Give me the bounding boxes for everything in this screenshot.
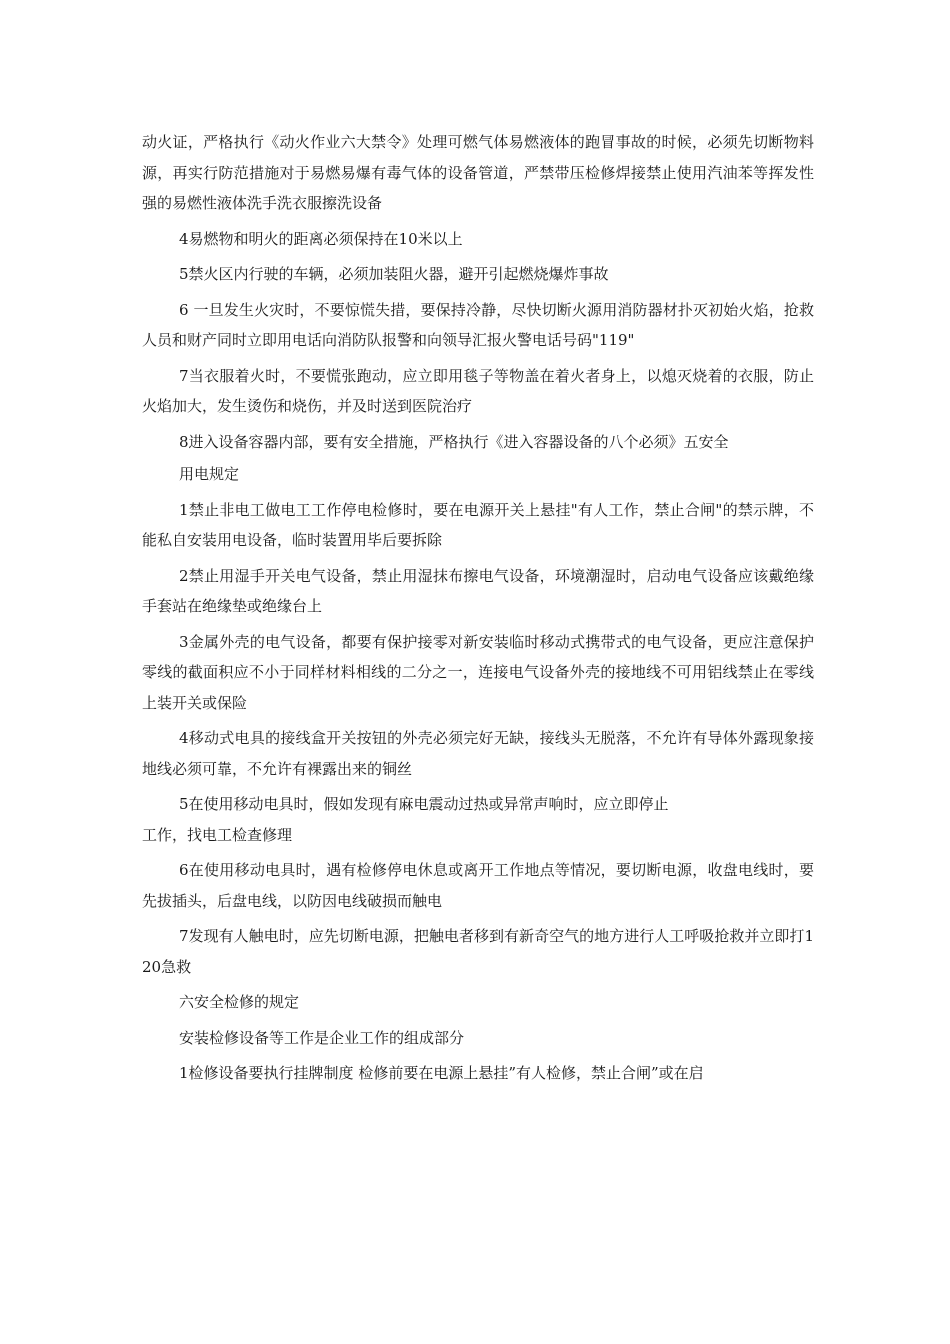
document-body (142, 127, 814, 1094)
paragraph-item-5-vehicles: 5禁火区内行驶的车辆，必须加装阻火器，避开引起燃烧爆炸事故 (179, 265, 609, 283)
paragraph-item-4-distance: 4易燃物和明火的距离必须保持在10米以上 (179, 229, 463, 248)
paragraph-electrical-4: 4移动式电具的接线盒开关按钮的外壳必须完好无缺，接线头无脱落，不允许有导体外露现象接地线必须可靠，不允许有裸露出来的铜丝 (142, 729, 814, 778)
paragraph-item-6-fire: 6 一旦发生火灾时，不要惊慌失措，要保持冷静，尽快切断火源用消防器材扑灭初始火焰，抢救人员和财产同时立即用电话向消防队报警和向领导汇报火警电话号码"119" (142, 300, 814, 349)
paragraph-electrical-7: 7发现有人触电时，应先切断电源，把触电者移到有新奇空气的地方进行人工呼吸抢救并立即打120急救 (142, 927, 814, 976)
paragraph-electrical-1: 1禁止非电工做电工工作停电检修时，要在电源开关上悬挂"有人工作，禁止合闸"的禁示牌，不能私自安装用电设备，临时装置用毕后要拆除 (142, 500, 814, 549)
paragraph-maintenance-intro: 安装检修设备等工作是企业工作的组成部分 (179, 1028, 465, 1047)
paragraph-item-8-containers: 8进入设备容器内部，要有安全措施，严格执行《进入容器设备的八个必须》五安全 (179, 432, 729, 451)
paragraph-electrical-3: 3金属外壳的电气设备，都要有保护接零对新安装临时移动式携带式的电气设备，更应注意保护零线的截面积应不小于同样材料相线的二分之一，连接电气设备外壳的接地线不可用铝线禁止在零线上装开关或保险 (142, 632, 814, 712)
paragraph-item-7-clothing: 7当衣服着火时，不要慌张跑动，应立即用毯子等物盖在着火者身上，以熄灭烧着的衣服，防止火焰加大，发生烫伤和烧伤，并及时送到医院治疗 (142, 366, 814, 415)
paragraph-electrical-5-continued: 工作，找电工检查修理 (142, 825, 293, 844)
paragraph-hot-work-permit: 动火证，严格执行《动火作业六大禁令》处理可燃气体易燃液体的跑冒事故的时候，必须先切断物料源，再实行防范措施对于易燃易爆有毒气体的设备管道，严禁带压检修焊接禁止使用汽油苯等挥发性强的易燃性液体洗手洗衣服擦洗设备 (142, 133, 814, 212)
section-heading-maintenance: 六安全检修的规定 (179, 993, 300, 1011)
paragraph-electrical-5: 5在使用移动电具时，假如发现有麻电震动过热或异常声响时，应立即停止 (179, 795, 669, 813)
paragraph-maintenance-1: 1检修设备要执行挂牌制度 检修前要在电源上悬挂”有人检修，禁止合闸”或在启 (179, 1064, 704, 1082)
section-heading-electrical: 用电规定 (179, 465, 240, 483)
paragraph-electrical-2: 2禁止用湿手开关电气设备，禁止用湿抹布擦电气设备，环境潮湿时，启动电气设备应该戴绝缘手套站在绝缘垫或绝缘台上 (142, 566, 814, 615)
paragraph-electrical-6: 6在使用移动电具时，遇有检修停电休息或离开工作地点等情况，要切断电源，收盘电线时，要先拔插头，后盘电线，以防因电线破损而触电 (142, 861, 814, 910)
